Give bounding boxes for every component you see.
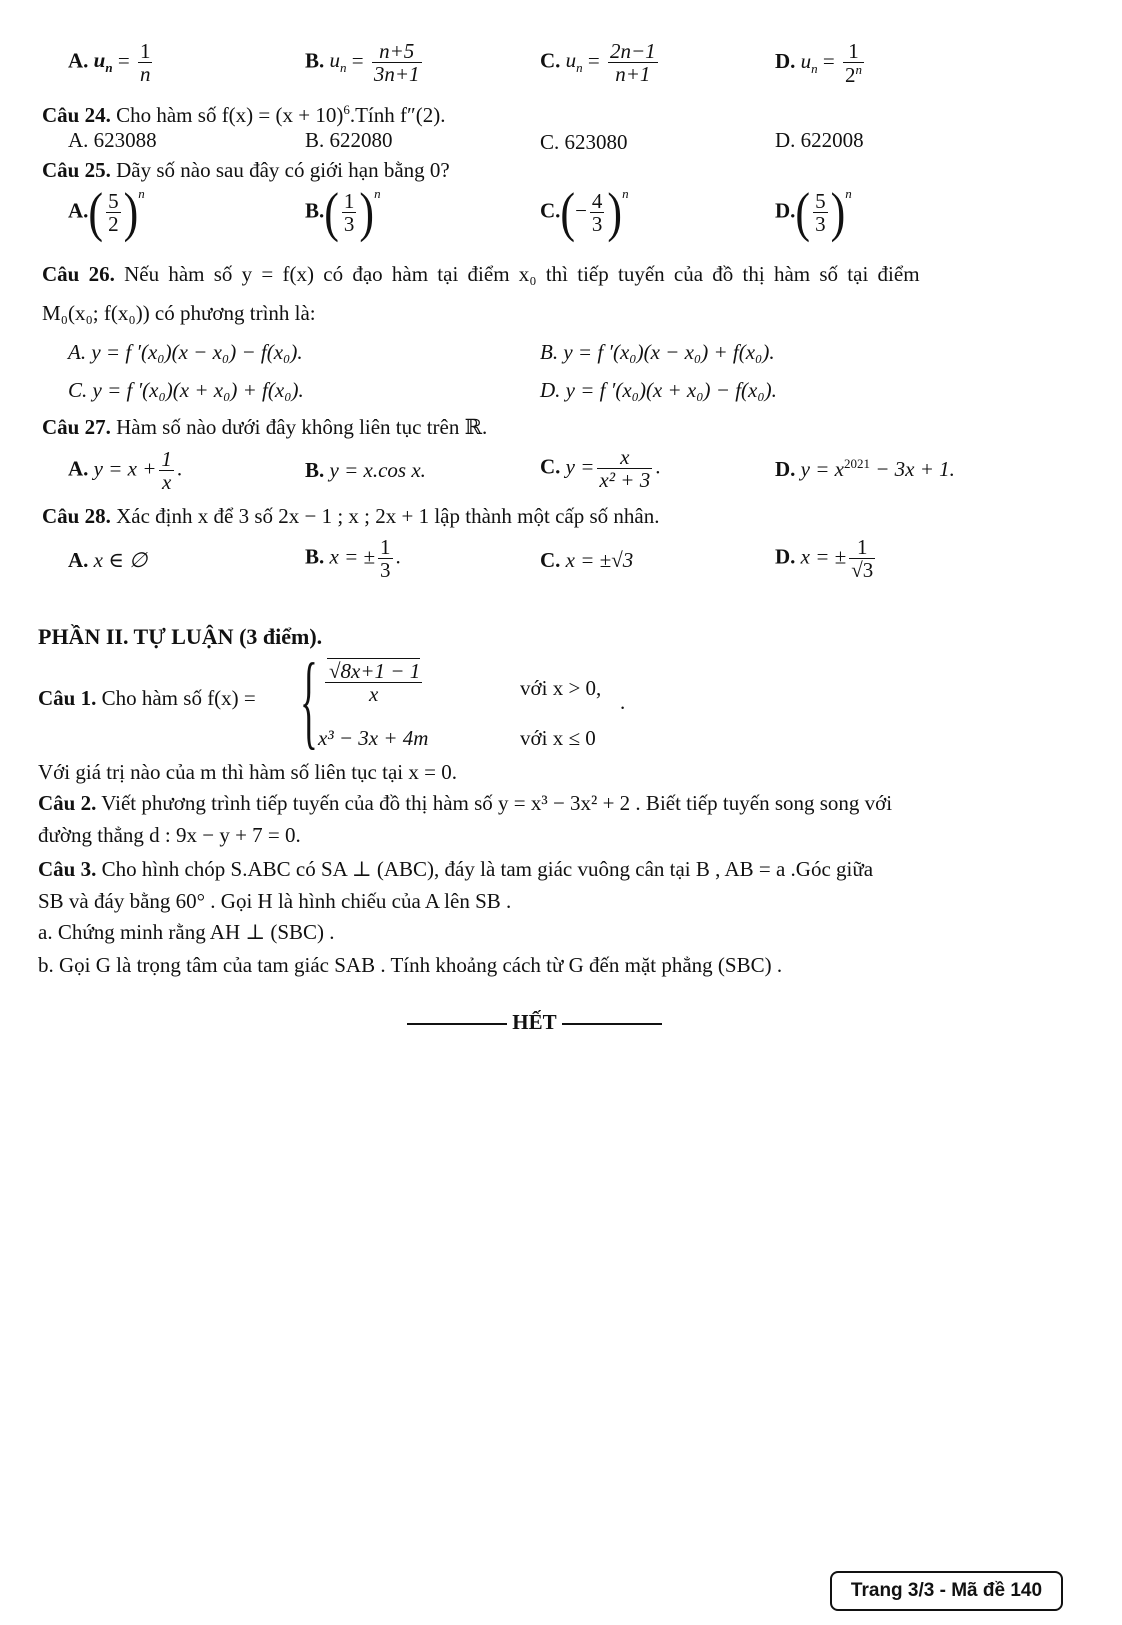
q23-d-fraction: $\frac{1}{2^n}$ xyxy=(845,39,863,88)
part2-c3: Câu 3. Cho hình chóp S.ABC có SA ⊥ (ABC), đáy là tam giác vuông cân tại B , AB = a .Góc giữa xyxy=(38,857,874,881)
q26-option-d: D. y = f ′(x₀)(x + x₀) − f(x₀). xyxy=(540,378,777,402)
q25-option-b: B.( $\frac{1}{3}$ )n xyxy=(305,181,381,243)
part2-c1-intro: Câu 1. Cho hàm số f(x) = xyxy=(38,686,256,710)
q28-question: Câu 28. Xác định x để 3 số 2x − 1 ; x ; 2x + 1 lập thành một cấp số nhân. xyxy=(42,504,660,528)
q26-option-b: B. y = f ′(x₀)(x − x₀) + f(x₀). xyxy=(540,340,775,364)
q28-option-d: D. x = ± $\frac{1}{√3}$ xyxy=(775,535,874,583)
part2-heading: PHẦN II. TỰ LUẬN (3 điểm). xyxy=(38,624,323,649)
piecewise-brace: { xyxy=(300,642,318,759)
q24-question: Câu 24. Cho hàm số $f(x) = (x + 10)^6.Tính$ f″(2). xyxy=(42,102,446,127)
q25-option-d: D.( $\frac{5}{3}$ )n xyxy=(775,181,852,243)
q27-option-b: B. y = x.cos x. xyxy=(305,458,426,482)
piecewise-case1-cond: với x > 0, xyxy=(520,676,602,700)
q23-c-fraction: $\frac{2n-1}{n+1}$ xyxy=(610,39,656,87)
part2-c3-b: b. Gọi G là trọng tâm của tam giác SAB . Tính khoảng cách từ G đến mặt phẳng (SBC) . xyxy=(38,953,783,977)
q23-option-c: C. $u_n$ = $\frac{2n-1}{n+1}$ xyxy=(540,39,656,87)
q28-option-a: A. x ∈ ∅ xyxy=(68,548,148,572)
part2-c3-a: a. Chứng minh rằng AH ⊥ (SBC) . xyxy=(38,920,335,944)
q23-b-fraction: $\frac{n+5}{3n+1}$ xyxy=(373,39,420,87)
part2-c1-line2: Với giá trị nào của m thì hàm số liên tục tại x = 0. xyxy=(38,760,457,784)
q27-option-c: C. y = $\frac{x}{\text{x² + 3}}$ . xyxy=(540,445,661,493)
part2-c2: Câu 2. Viết phương trình tiếp tuyến của đồ thị hàm số y = x³ − 3x² + 2 . Biết tiếp tuyến song song với xyxy=(38,791,893,815)
q23-a-fraction: $\frac{1}{n}$ xyxy=(139,39,151,87)
q28-option-b: B. x = ± $\frac{1}{3}$ . xyxy=(305,535,401,583)
q26-question: Câu 26. Nếu hàm số y = f(x) có đạo hàm tại điểm x₀ thì tiếp tuyến của đồ thị hàm số tại điểm xyxy=(42,262,920,286)
q28-option-c: C. x = ±√3 xyxy=(540,548,634,572)
q27-question: Câu 27. Hàm số nào dưới đây không liên tục trên ℝ. xyxy=(42,415,488,439)
part2-c3-line2: SB và đáy bằng 60° . Gọi H là hình chiếu của A lên SB . xyxy=(38,889,512,913)
q24-option-b: B. 622080 xyxy=(305,128,393,152)
q23-option-a: A. $u_n$ = $\frac{1}{n}$ xyxy=(68,39,151,87)
q26-option-a: A. y = f ′(x₀)(x − x₀) − f(x₀). xyxy=(68,340,303,364)
q26-option-c: C. y = f ′(x₀)(x + x₀) + f(x₀). xyxy=(68,378,304,402)
part2-c2-line2: đường thẳng d : 9x − y + 7 = 0. xyxy=(38,823,301,847)
q23-option-b: B. $u_n$ = $\frac{n+5}{3n+1}$ xyxy=(305,39,420,87)
q23-option-d: D. $u_n$ = $\frac{1}{2^n}$ xyxy=(775,39,863,88)
piecewise-dot: . xyxy=(620,690,626,714)
q25-question: Câu 25. Dãy số nào sau đây có giới hạn bằng 0? xyxy=(42,158,450,182)
q27-option-d: D. $y = x^{2021} - 3x + 1$. xyxy=(775,456,955,481)
q26-question-line2: M₀(x₀; f(x₀)) có phương trình là: xyxy=(42,301,316,325)
end-marker: HẾT xyxy=(407,1010,662,1035)
page-footer xyxy=(830,1571,1063,1611)
q24-option-d: D. 622008 xyxy=(775,128,864,152)
piecewise-case1: $\frac{√8x+1 - 1}{x}$ xyxy=(322,660,425,705)
q25-option-a: A.( $\frac{5}{2}$ )n xyxy=(68,181,145,243)
q25-option-c: C.(− $\frac{4}{3}$ )n xyxy=(540,181,629,243)
q24-option-c: C. 623080 xyxy=(540,130,628,154)
footer-text: Trang 3/3 - Mã đề 140 xyxy=(850,1580,1043,1601)
q24-option-a: A. 623088 xyxy=(68,128,157,152)
piecewise-case2-cond: với x ≤ 0 xyxy=(520,726,596,750)
q27-option-a: A. y = x + $\frac{1}{x}$ . xyxy=(68,447,183,495)
piecewise-case2: x³ − 3x + 4m xyxy=(318,726,429,750)
